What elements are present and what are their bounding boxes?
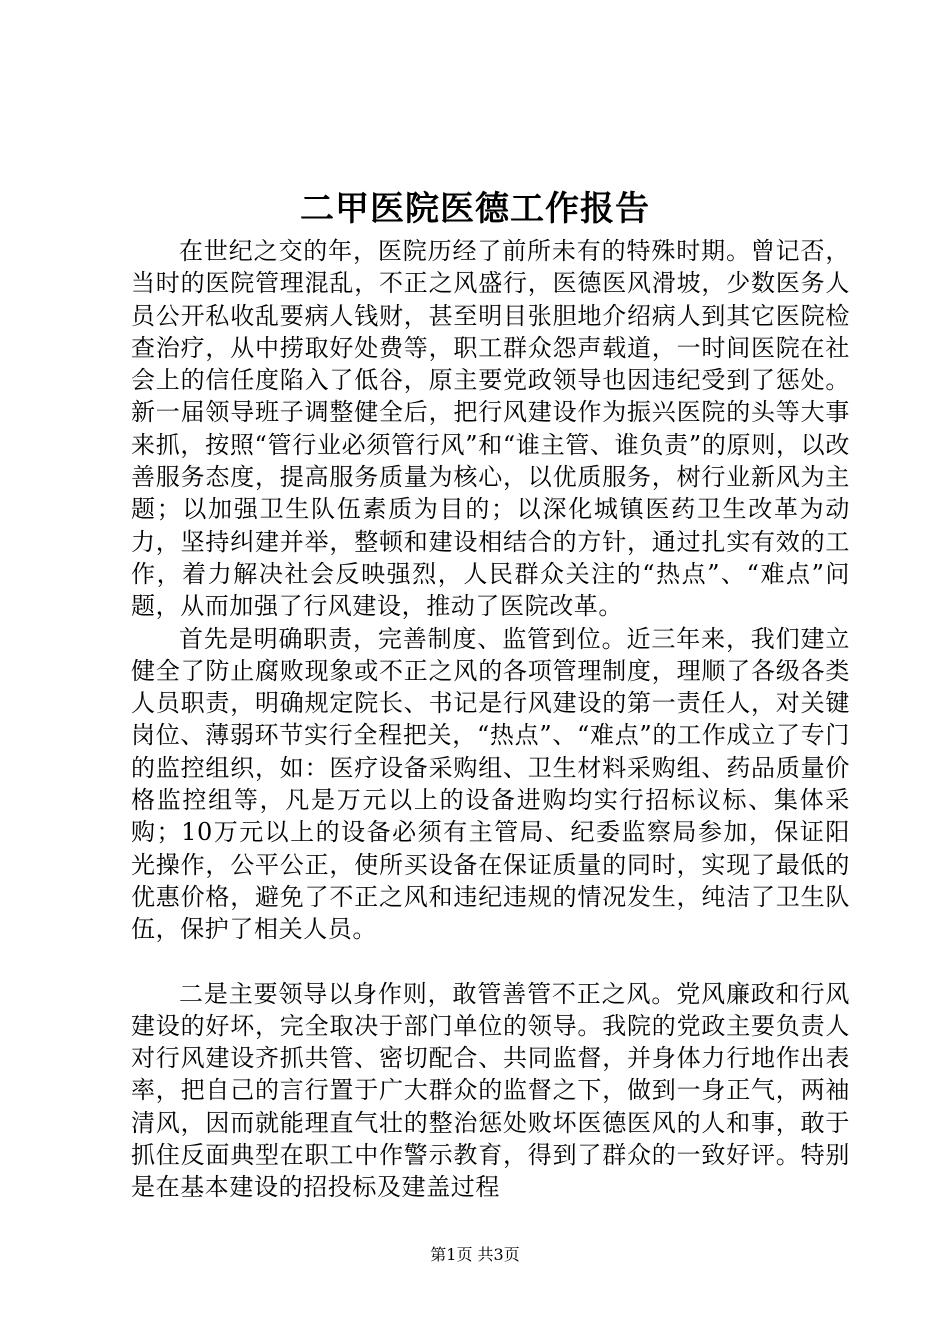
document-body [131, 235, 850, 1204]
document-title: 二甲医院医德工作报告 [300, 189, 650, 229]
page-footer: 第1页 共3页 [430, 1245, 520, 1264]
paragraph-1: 在世纪之交的年，医院历经了前所未有的特殊时期。曾记否，当时的医院管理混乱，不正之风盛行，医德医风滑坡，少数医务人员公开私收乱要病人钱财，甚至明目张胆地介绍病人到其它医院检查治疗，从中捞取好处费等，职工群众怨声载道，一时间医院在社会上的信任度陷入了低谷，原主要党政领导也因违纪受到了惩处。新一届领导班子调整健全后，把行风建设作为振兴医院的头等大事来抓，按照“管行业必须管行风”和“谁主管、谁负责”的原则，以改善服务态度，提高服务质量为核心，以优质服务，树行业新风为主题；以加强卫生队伍素质为目的；以深化城镇医药卫生改革为动力，坚持纠建并举，整顿和建设相结合的方针，通过扎实有效的工作，着力解决社会反映强烈，人民群众关注的“热点”、“难点”问题，从而加强了行风建设，推动了医院改革。 [131, 237, 850, 621]
paragraph-2: 首先是明确职责，完善制度、监管到位。近三年来，我们建立健全了防止腐败现象或不正之风的各项管理制度，理顺了各级各类人员职责，明确规定院长、书记是行风建设的第一责任人，对关键岗位、薄弱环节实行全程把关，“热点”、“难点”的工作成立了专门的监控组织，如：医疗设备采购组、卫生材料采购组、药品质量价格监控组等，凡是万元以上的设备进购均实行招标议标、集体采购；10万元以上的设备必须有主管局、纪委监察局参加，保证阳光操作，公平公正，使所买设备在保证质量的同时，实现了最低的优惠价格，避免了不正之风和违纪违规的情况发生，纯洁了卫生队伍，保护了相关人员。 [131, 624, 850, 944]
paragraph-3: 二是主要领导以身作则，敢管善管不正之风。党风廉政和行风建设的好坏，完全取决于部门单位的领导。我院的党政主要负责人对行风建设齐抓共管、密切配合、共同监督，并身体力行地作出表率，把自己的言行置于广大群众的监督之下，做到一身正气，两袖清风，因而就能理直气壮的整治惩处败坏医德医风的人和事，敢于抓住反面典型在职工中作警示教育，得到了群众的一致好评。特别是在基本建设的招投标及建盖过程 [131, 979, 850, 1202]
